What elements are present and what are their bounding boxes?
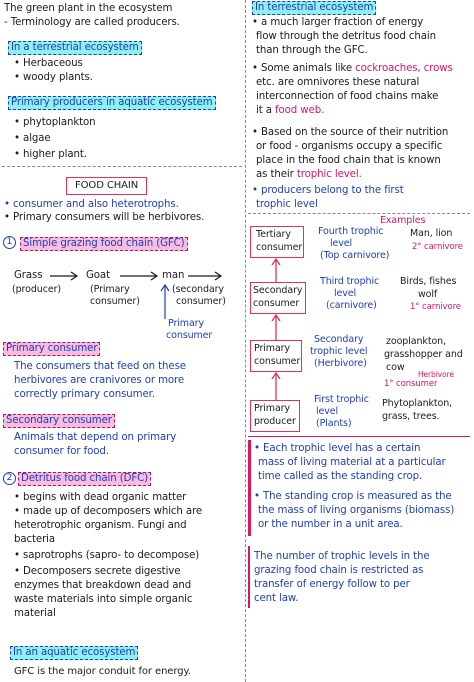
aquatic-item-3: • higher plant. (14, 149, 87, 160)
para2-end-prefix: it a (256, 105, 276, 116)
para2-prefix: • Some animals like (252, 63, 356, 74)
example2-5: 1° consumer (384, 379, 438, 389)
heading-aquatic-producers: Primary producers in aquatic ecosystem (8, 96, 216, 110)
ten-percent-block (248, 546, 250, 608)
standing-crop-line-3: time called as the standing crop. (258, 471, 423, 482)
consumer-line-2: • Primary consumers will be herbivores. (4, 212, 205, 223)
chain-man-sub2: consumer) (176, 296, 226, 307)
consumer-line-1: • consumer and also heterotrophs. (4, 199, 179, 210)
heading-dfc: Detritus food chain (DFC) (18, 472, 151, 486)
section-divider-right (248, 213, 470, 214)
para3-line-4 (256, 169, 362, 181)
para2-line-3: interconnection of food chains make (256, 91, 439, 102)
box-secondary-line-2: consumer (253, 298, 300, 309)
food-chain-title: FOOD CHAIN (66, 177, 147, 195)
column-divider (245, 0, 246, 682)
box-primary-producer-line-1: Primary (254, 403, 291, 414)
standing-crop-line-6: or the number in a unit area. (258, 519, 403, 530)
ten-percent-line-3: transfer of energy follow to per (254, 579, 410, 590)
heading-terrestrial: In a terrestrial ecosystem (8, 41, 142, 55)
dfc-item-6: • Decomposers secrete digestive (14, 566, 181, 577)
dfc-number: 2 (3, 472, 16, 485)
level4-desc-3: (Top carnivore) (320, 250, 390, 261)
food-web-term: food web. (275, 105, 325, 116)
ten-percent-line-1: The number of trophic levels in the (254, 551, 430, 562)
chain-man: man (162, 270, 185, 281)
chain-primary-label2: consumer (166, 330, 213, 341)
box-primary-consumer-line-1: Primary (254, 343, 291, 354)
heading-gfc: Simple grazing food chain (GFC) (20, 237, 188, 251)
chain-goat-sub: (Primary (90, 284, 130, 295)
ten-percent-line-4: cent law. (254, 593, 299, 604)
level3-desc-2: level (334, 288, 357, 299)
para4-line-2: trophic level (256, 199, 318, 210)
gfc-number: 1 (3, 236, 16, 249)
level3-desc-1: Third trophic (320, 276, 380, 287)
aquatic-item-2: • algae (14, 133, 51, 144)
standing-crop-line-4: • The standing crop is measured as the (254, 491, 452, 502)
level4-desc-1: Fourth trophic (318, 226, 384, 237)
heading-terrestrial-right: In terrestrial ecosystem (252, 1, 376, 15)
para3-line-3: place in the food chain that is known (256, 155, 441, 166)
para2-line-4 (256, 105, 324, 117)
level2-desc-3: (Herbivore) (314, 358, 367, 369)
chain-goat-sub2: consumer) (90, 296, 140, 307)
primary-text-2: herbivores are cranivores or more (14, 375, 185, 386)
box-tertiary-line-1: Tertiary (256, 229, 291, 240)
dfc-item-2: • made up of decomposers which are (14, 506, 203, 517)
primary-text-3: correctly primary consumer. (14, 389, 155, 400)
example4-2: 2° carnivore (412, 242, 463, 252)
chain-grass-sub: (producer) (12, 284, 61, 295)
arrow-icon (188, 271, 224, 281)
section-divider (2, 166, 242, 167)
heading-aquatic-ecosystem: In an aquatic ecosystem (10, 646, 138, 660)
ten-percent-line-2: grazing food chain is restricted as (254, 565, 424, 576)
standing-crop-block (248, 440, 251, 536)
terrestrial-item-1: • Herbaceous (14, 58, 83, 69)
aquatic-text: GFC is the major conduit for energy. (14, 666, 191, 677)
aquatic-item-1: • phytoplankton (14, 117, 96, 128)
section-divider-pink (248, 436, 470, 437)
dfc-item-5: • saprotrophs (sapro- to decompose) (14, 550, 200, 561)
para3-line-2: or food - organisms occupy a specific (256, 141, 443, 152)
level1-desc-2: level (316, 406, 339, 417)
para1-line-3: than through the GFC. (256, 45, 368, 56)
terrestrial-item-2: • woody plants. (14, 72, 93, 83)
examples-heading: Examples (380, 215, 426, 226)
para2-line-2: etc. are omnivores these natural (256, 77, 420, 88)
chain-primary-label: Primary (168, 318, 205, 329)
arrow-icon (120, 271, 160, 281)
para4-line-1: • producers belong to the first (252, 185, 404, 196)
para1-line-2: flow through the detritus food chain (256, 31, 436, 42)
arrow-icon (160, 283, 170, 319)
example2-3: cow (386, 362, 405, 373)
intro-line-1: The green plant in the ecosystem (4, 3, 173, 14)
example3-2: wolf (418, 289, 438, 300)
example2-1: zooplankton, (386, 336, 447, 347)
trophic-level-term: trophic level. (296, 169, 362, 180)
box-secondary-line-1: Secondary (253, 285, 303, 296)
chain-man-sub: (secondary (172, 284, 224, 295)
standing-crop-line-5: the mass of living organisms (biomass) (258, 505, 455, 516)
para3-end-prefix: as their (256, 169, 297, 180)
para1-line-1: • a much larger fraction of energy (252, 17, 424, 28)
dfc-item-4: bacteria (14, 534, 56, 545)
example1-1: Phytoplankton, (382, 398, 453, 409)
example2-2: grasshopper and (384, 349, 463, 360)
dfc-item-8: waste materials into simple organic (14, 594, 193, 605)
level2-desc-1: Secondary (314, 334, 364, 345)
example3-3: 1° carnivore (410, 302, 461, 312)
example3-1: Birds, fishes (400, 276, 457, 287)
example2-4: Herbivore (418, 370, 454, 379)
level4-desc-2: level (330, 238, 353, 249)
trophic-arrows (270, 258, 282, 400)
example1-2: grass, trees. (382, 411, 440, 422)
chain-grass: Grass (14, 270, 43, 281)
example4-1: Man, lion (410, 228, 453, 239)
heading-secondary-consumer: Secondary consumer (3, 414, 115, 428)
arrow-icon (50, 271, 80, 281)
level1-desc-3: (Plants) (316, 418, 352, 429)
dfc-item-1: • begins with dead organic matter (14, 492, 187, 503)
box-tertiary-line-2: consumer (256, 242, 303, 253)
para3-line-1: • Based on the source of their nutrition (252, 127, 449, 138)
level2-desc-2: trophic level (310, 346, 368, 357)
dfc-item-9: material (14, 608, 56, 619)
standing-crop-line-1: • Each trophic level has a certain (254, 443, 421, 454)
level1-desc-1: First trophic (314, 394, 369, 405)
intro-line-2: - Terminology are called producers. (4, 17, 180, 28)
para2-highlight: cockroaches, crows (355, 63, 453, 74)
secondary-text-1: Animals that depend on primary (14, 432, 177, 443)
primary-text-1: The consumers that feed on these (14, 361, 186, 372)
box-primary-producer-line-2: producer (254, 416, 296, 427)
heading-primary-consumer: Primary consumer (3, 342, 100, 356)
standing-crop-line-2: mass of living material at a particular (258, 457, 446, 468)
dfc-item-3: heterotrophic organism. Fungi and (14, 520, 187, 531)
dfc-item-7: enzymes that breakdown dead and (14, 580, 192, 591)
para2-line-1 (252, 63, 453, 75)
level3-desc-3: (carnivore) (326, 300, 377, 311)
secondary-text-2: consumer for food. (14, 446, 109, 457)
chain-goat: Goat (86, 270, 110, 281)
box-primary-consumer-line-2: consumer (254, 356, 301, 367)
